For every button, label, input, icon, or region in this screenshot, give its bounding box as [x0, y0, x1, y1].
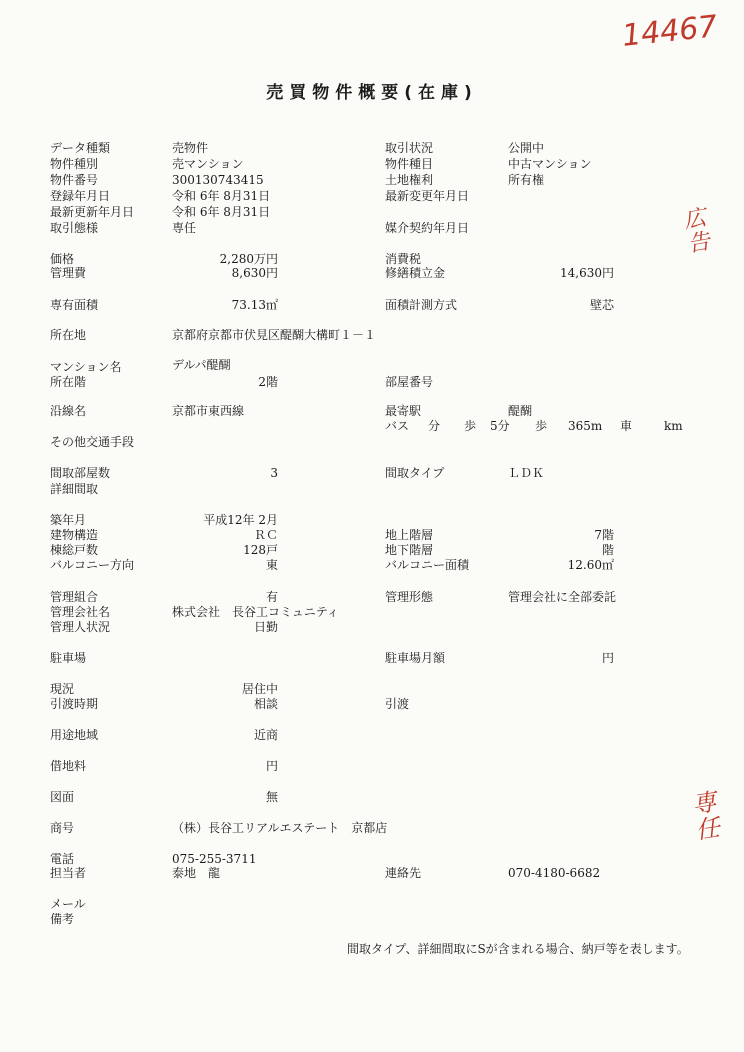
label-layout-type: 間取タイプ: [385, 466, 445, 480]
label-price: 価格: [50, 252, 75, 266]
value-mgmt-form: 管理会社に全部委託: [508, 590, 617, 604]
value-floor: 2階: [258, 375, 278, 389]
value-parking-fee: 円: [601, 651, 614, 665]
value-phone: 075-255-3711: [172, 852, 257, 866]
label-balcony-dir: バルコニー方向: [50, 558, 135, 572]
value-current: 居住中: [241, 682, 278, 696]
label-parking: 駐車場: [50, 651, 87, 665]
access-km: km: [664, 419, 683, 433]
label-handover-time: 引渡時期: [50, 697, 99, 711]
label-deal-status: 取引状況: [385, 141, 434, 155]
label-floors-below: 地下階層: [385, 543, 434, 557]
access-walk-min: 5分: [490, 419, 510, 433]
value-price: 2,280万円: [219, 252, 278, 266]
value-last-update: 令和 6年 8月31日: [172, 205, 271, 219]
value-property-item: 中古マンション: [508, 157, 592, 171]
label-current: 現況: [50, 682, 75, 696]
value-area-method: 壁芯: [589, 298, 614, 312]
page-title: 売買物件概要(在庫): [266, 83, 478, 103]
value-reg-date: 令和 6年 8月31日: [172, 189, 271, 203]
handwritten-number: 14467: [620, 9, 720, 54]
value-data-type: 売物件: [172, 141, 209, 155]
value-property-kind: 売マンション: [172, 157, 244, 171]
label-data-type: データ種類: [50, 141, 111, 155]
value-total-units: 128戸: [243, 543, 278, 557]
value-area: 73.13㎡: [231, 298, 278, 312]
label-other-transport: その他交通手段: [50, 435, 135, 449]
value-land-rent: 円: [265, 759, 278, 773]
label-line: 沿線名: [50, 404, 87, 418]
value-station: 醍醐: [508, 404, 533, 418]
label-property-kind: 物件種別: [50, 157, 99, 171]
label-land-right: 土地権利: [385, 173, 434, 187]
label-mail: メール: [50, 897, 86, 911]
value-structure: ＲＣ: [253, 528, 278, 542]
value-floors-above: 7階: [594, 528, 614, 542]
value-person: 泰地 龍: [172, 866, 221, 880]
label-tax: 消費税: [385, 252, 422, 266]
label-mgmt-form: 管理形態: [385, 590, 434, 604]
label-deal-mode: 取引態様: [50, 221, 99, 235]
label-company: 商号: [50, 821, 75, 835]
label-mgmt-union: 管理組合: [50, 590, 99, 604]
access-bus: バス: [385, 419, 410, 433]
value-built: 平成12年 2月: [203, 513, 278, 527]
value-property-no: 300130743415: [172, 173, 264, 187]
label-property-no: 物件番号: [50, 173, 99, 187]
access-min: 分: [428, 419, 441, 433]
access-distance: 365m: [568, 419, 603, 433]
label-last-change: 最新変更年月日: [385, 189, 470, 203]
label-structure: 建物構造: [50, 528, 99, 542]
label-total-units: 棟総戸数: [50, 543, 99, 557]
label-manager-status: 管理人状況: [50, 620, 111, 634]
label-mgmt-fee: 管理費: [50, 266, 87, 280]
label-remarks: 備考: [50, 912, 75, 926]
label-zoning: 用途地域: [50, 728, 99, 742]
label-broker-date: 媒介契約年月日: [385, 221, 470, 235]
value-mansion-name: デルパ醍醐: [172, 358, 231, 372]
value-mgmt-fee: 8,630円: [231, 266, 278, 280]
label-person: 担当者: [50, 866, 87, 880]
label-station: 最寄駅: [385, 404, 422, 418]
label-repair-fund: 修繕積立金: [385, 266, 446, 280]
label-drawing: 図面: [50, 790, 75, 804]
label-handover: 引渡: [385, 697, 410, 711]
label-reg-date: 登録年月日: [50, 189, 111, 203]
value-manager-status: 日勤: [253, 620, 278, 634]
value-mgmt-company: 株式会社 長谷工コミュニティ: [172, 605, 339, 619]
label-area-method: 面積計測方式: [385, 298, 458, 312]
label-last-update: 最新更新年月日: [50, 205, 135, 219]
label-phone: 電話: [50, 852, 75, 866]
value-drawing: 無: [265, 790, 278, 804]
label-mansion-name: マンション名: [50, 360, 122, 374]
value-balcony-area: 12.60㎡: [567, 558, 614, 572]
value-handover-time: 相談: [253, 697, 278, 711]
handwritten-exclusive-note: 専任: [690, 787, 722, 845]
label-built: 築年月: [50, 513, 87, 527]
label-area: 専有面積: [50, 298, 99, 312]
value-zoning: 近商: [253, 728, 278, 742]
label-floor: 所在階: [50, 375, 87, 389]
label-floors-above: 地上階層: [385, 528, 434, 542]
label-location: 所在地: [50, 328, 87, 342]
label-parking-fee: 駐車場月額: [385, 651, 446, 665]
value-contact: 070-4180-6682: [508, 866, 601, 880]
value-balcony-dir: 東: [265, 558, 278, 572]
value-layout-type: ＬＤＫ: [508, 466, 545, 480]
access-walk2: 歩: [535, 419, 548, 433]
value-location: 京都府京都市伏見区醍醐大構町１－１: [172, 328, 377, 342]
value-deal-mode: 専任: [172, 221, 197, 235]
access-car: 車: [620, 419, 633, 433]
label-property-item: 物件種目: [385, 157, 434, 171]
label-contact: 連絡先: [385, 866, 422, 880]
label-land-rent: 借地料: [50, 759, 87, 773]
value-deal-status: 公開中: [508, 141, 545, 155]
handwritten-ad-note: 広告: [681, 205, 713, 258]
value-rooms: 3: [270, 466, 278, 480]
value-land-right: 所有権: [508, 173, 545, 187]
label-balcony-area: バルコニー面積: [385, 558, 470, 572]
value-line: 京都市東西線: [172, 404, 245, 418]
label-layout-detail: 詳細間取: [50, 482, 99, 496]
footnote: 間取タイプ、詳細間取にSが含まれる場合、納戸等を表します。: [347, 942, 689, 956]
value-mgmt-union: 有: [265, 590, 278, 604]
label-room-no: 部屋番号: [385, 375, 434, 389]
access-walk: 歩: [464, 419, 477, 433]
label-rooms: 間取部屋数: [50, 466, 111, 480]
label-mgmt-company: 管理会社名: [50, 605, 111, 619]
value-floors-below: 階: [601, 543, 614, 557]
value-repair-fund: 14,630円: [560, 266, 614, 280]
value-company: （株）長谷工リアルエステート 京都店: [172, 821, 388, 835]
